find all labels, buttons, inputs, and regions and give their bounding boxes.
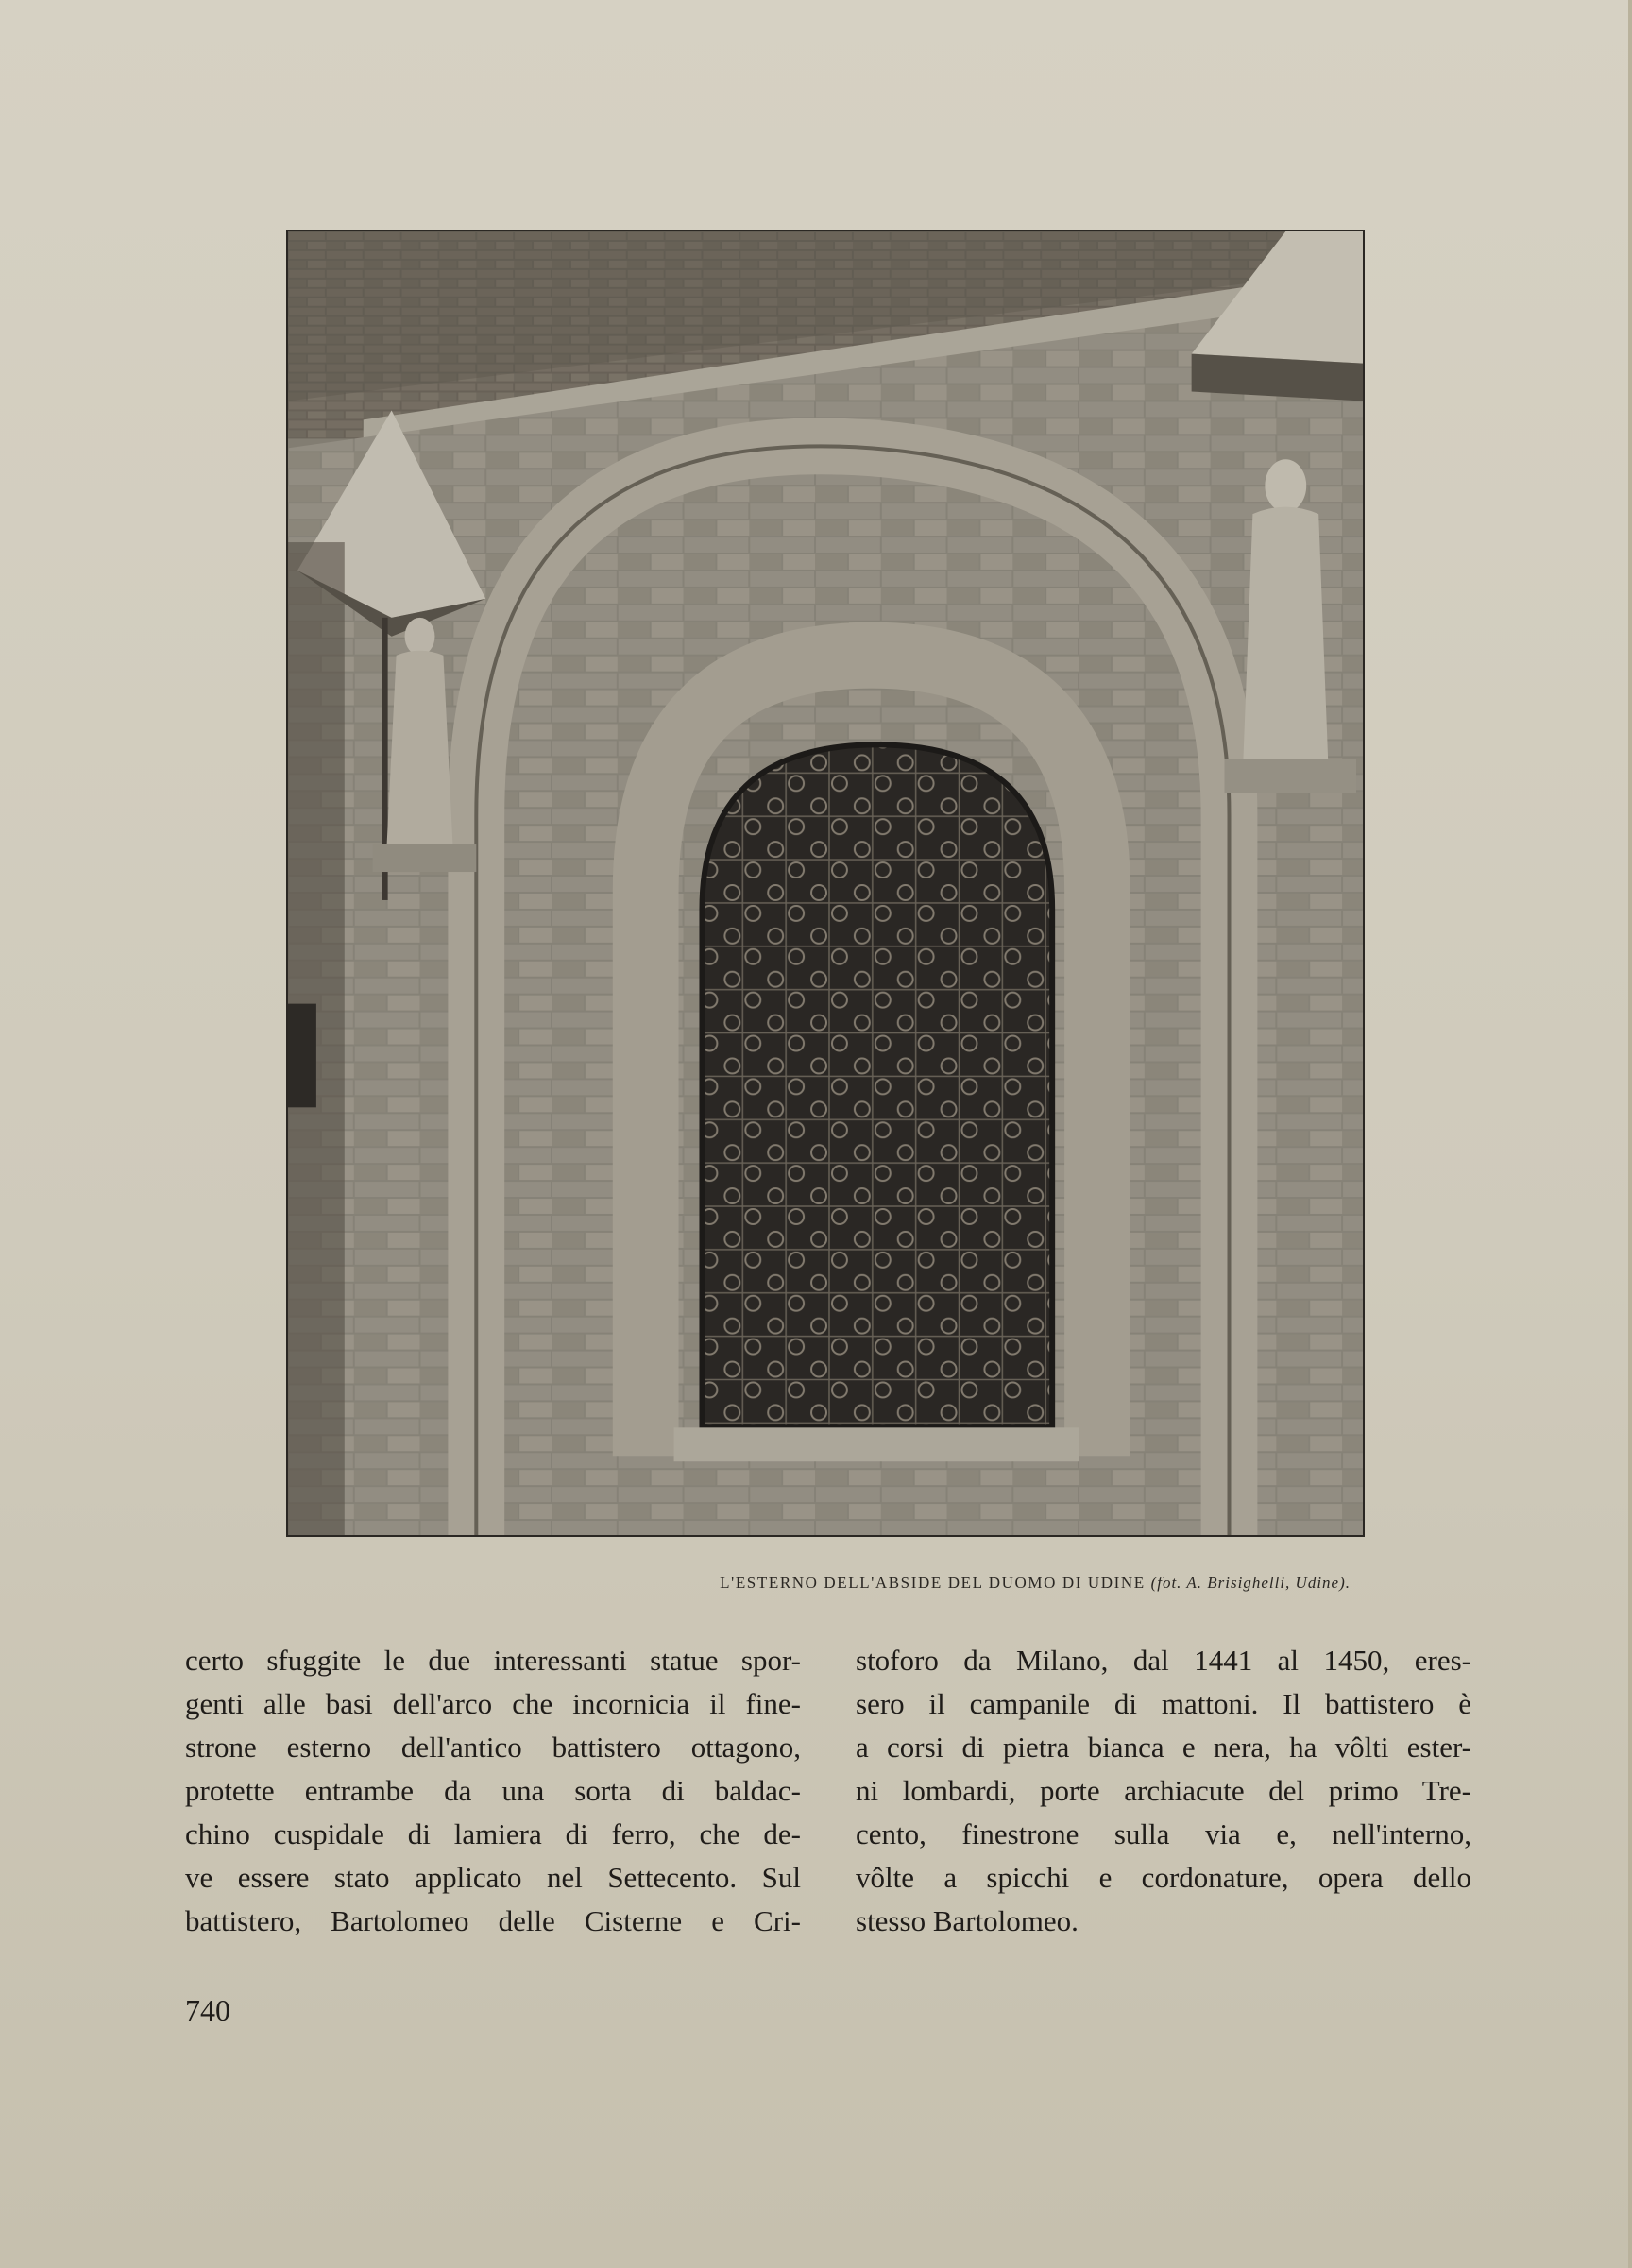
text-line: battistero, Bartolomeo delle Cisterne e Cri- — [185, 1904, 801, 1937]
figure-caption — [567, 1574, 1351, 1593]
photo-credit: (fot. A. Brisighelli, Udine). — [1150, 1574, 1351, 1592]
text-line: certo sfuggite le due interessanti statue spor- — [185, 1644, 801, 1677]
apse-photo-illustration — [288, 231, 1363, 1535]
left-text-column — [185, 1639, 801, 1943]
text-line: genti alle basi dell'arco che incornicia il fine- — [185, 1687, 801, 1720]
text-line: strone esterno dell'antico battistero ottagono, — [185, 1731, 801, 1764]
apse-photograph — [286, 230, 1365, 1537]
right-text-column — [856, 1639, 1471, 1943]
page-edge — [1628, 0, 1632, 2268]
text-line: vôlte a spicchi e cordonature, opera dello — [856, 1861, 1471, 1894]
text-line: ni lombardi, porte archiacute del primo Tre- — [856, 1774, 1471, 1807]
text-line: chino cuspidale di lamiera di ferro, che de- — [185, 1817, 801, 1850]
text-line: a corsi di pietra bianca e nera, ha vôlti ester- — [856, 1731, 1471, 1764]
text-line: protette entrambe da una sorta di baldac- — [185, 1774, 801, 1807]
caption-title: L'ESTERNO DELL'ABSIDE DEL DUOMO DI UDINE — [720, 1574, 1146, 1592]
text-line: cento, finestrone sulla via e, nell'interno, — [856, 1817, 1471, 1850]
text-line: sero il campanile di mattoni. Il battistero è — [856, 1687, 1471, 1720]
text-line: stesso Bartolomeo. — [856, 1904, 1079, 1937]
page-number: 740 — [185, 1993, 230, 2027]
text-line: ve essere stato applicato nel Settecento. Sul — [185, 1861, 801, 1894]
text-line: stoforo da Milano, dal 1441 al 1450, eres- — [856, 1644, 1471, 1677]
